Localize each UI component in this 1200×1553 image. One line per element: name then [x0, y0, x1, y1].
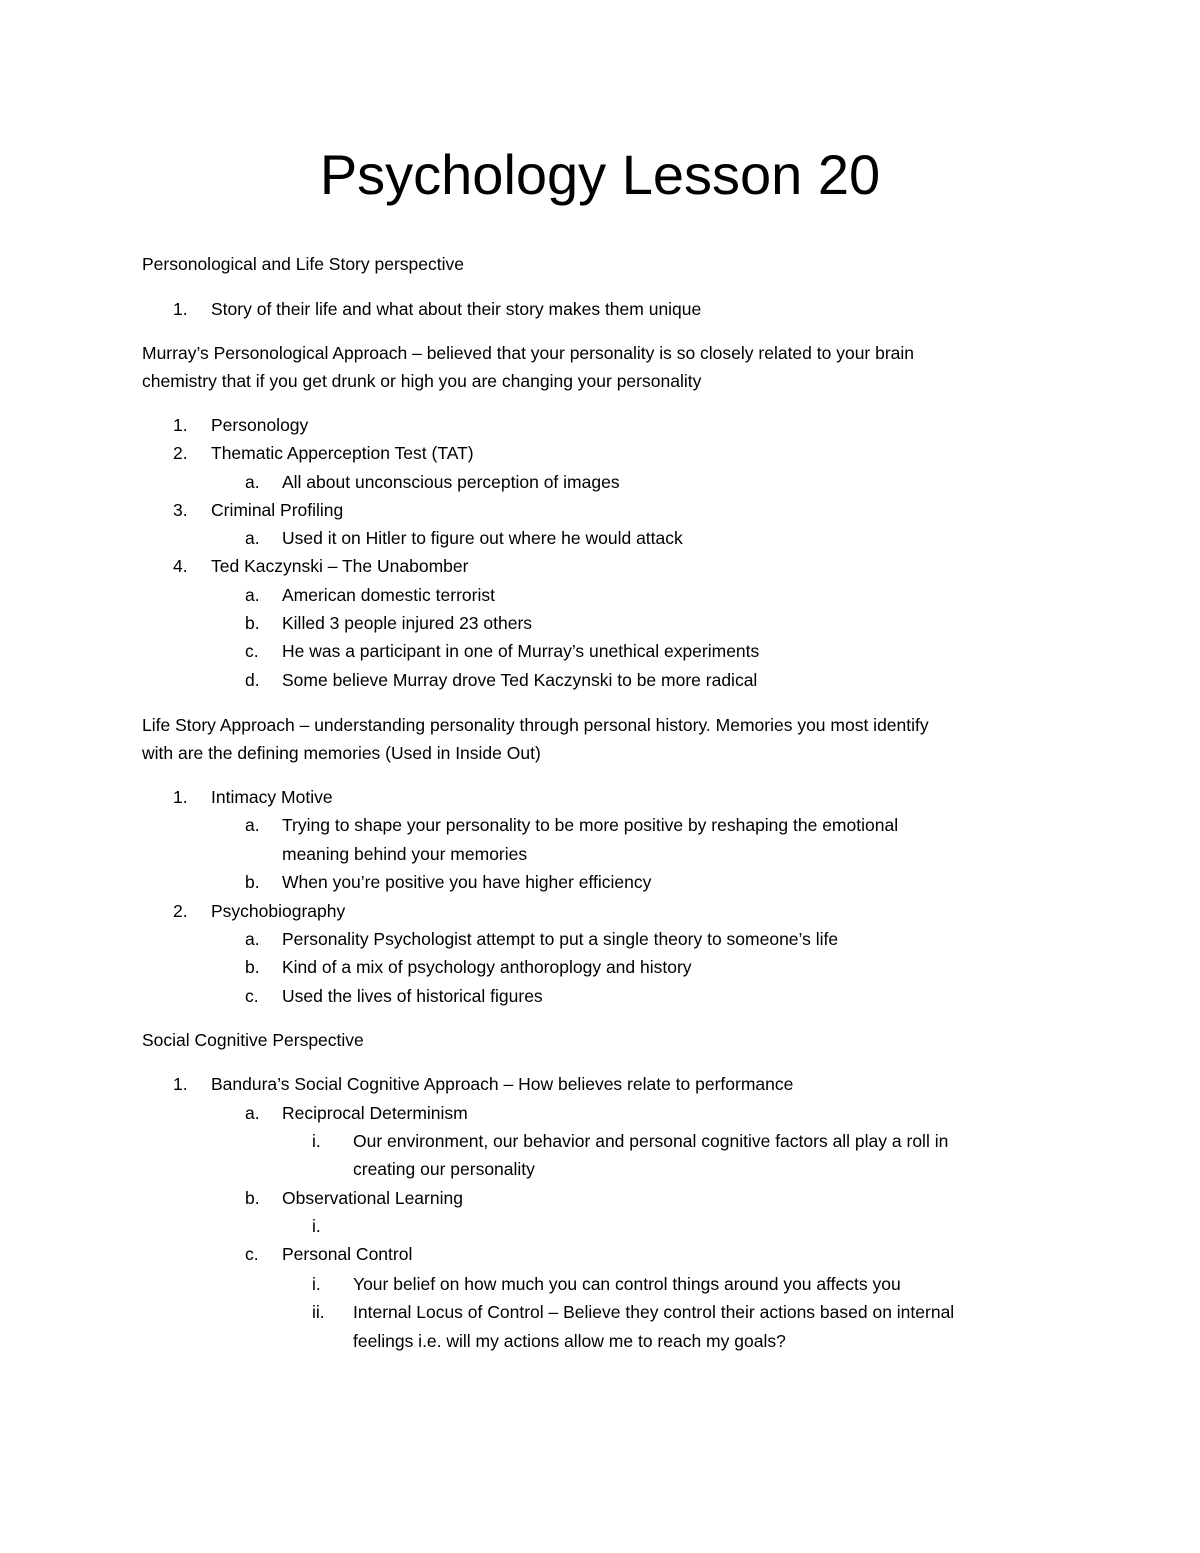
list-marker: c.: [245, 1244, 259, 1264]
life-story-paragraph-line: with are the defining memories (Used in Inside Out): [142, 743, 541, 763]
list-text: Used the lives of historical figures: [282, 986, 543, 1006]
list-marker: b.: [245, 1188, 260, 1208]
murray-paragraph-line: Murray’s Personological Approach – believed that your personality is so closely related to your brain: [142, 343, 915, 363]
list-text: Personology: [211, 415, 309, 435]
list-marker: b.: [245, 872, 260, 892]
list-text: All about unconscious perception of images: [282, 472, 620, 492]
list-marker: a.: [245, 815, 260, 835]
list-text: meaning behind your memories: [282, 844, 528, 864]
list-text: Internal Locus of Control – Believe they control their actions based on internal: [353, 1302, 955, 1322]
list-text: Reciprocal Determinism: [282, 1103, 468, 1123]
list-marker: 1.: [173, 415, 188, 435]
list-marker: a.: [245, 1103, 260, 1123]
list-marker: a.: [245, 585, 260, 605]
section-heading-social-cognitive: Social Cognitive Perspective: [142, 1030, 364, 1050]
list-text: Intimacy Motive: [211, 787, 333, 807]
list-text: American domestic terrorist: [282, 585, 495, 605]
list-text: When you’re positive you have higher efficiency: [282, 872, 652, 892]
section-heading-personological: Personological and Life Story perspective: [142, 254, 464, 274]
list-text: Kind of a mix of psychology anthoroplogy and history: [282, 957, 692, 977]
list-text: He was a participant in one of Murray’s unethical experiments: [282, 641, 760, 661]
list-text: Criminal Profiling: [211, 500, 344, 520]
list-text: Story of their life and what about their story makes them unique: [211, 299, 702, 319]
list-text: Observational Learning: [282, 1188, 463, 1208]
list-marker: 3.: [173, 500, 188, 520]
list-marker: 1.: [173, 1074, 188, 1094]
list-text: Psychobiography: [211, 901, 346, 921]
list-marker: a.: [245, 528, 260, 548]
list-text: Personality Psychologist attempt to put a single theory to someone’s life: [282, 929, 839, 949]
list-text: Ted Kaczynski – The Unabomber: [211, 556, 469, 576]
list-marker: 4.: [173, 556, 188, 576]
list-marker: a.: [245, 929, 260, 949]
life-story-paragraph-line: Life Story Approach – understanding personality through personal history. Memories you most identify: [142, 715, 929, 735]
list-marker: b.: [245, 613, 260, 633]
list-text: feelings i.e. will my actions allow me to reach my goals?: [353, 1331, 786, 1351]
list-marker: d.: [245, 670, 260, 690]
list-marker: i.: [312, 1131, 321, 1151]
list-marker: c.: [245, 641, 259, 661]
list-marker: b.: [245, 957, 260, 977]
murray-paragraph-line: chemistry that if you get drunk or high you are changing your personality: [142, 371, 702, 391]
list-text: Your belief on how much you can control things around you affects you: [353, 1274, 901, 1294]
list-text: Our environment, our behavior and personal cognitive factors all play a roll in: [353, 1131, 949, 1151]
list-marker: i.: [312, 1274, 321, 1294]
list-text: Personal Control: [282, 1244, 413, 1264]
list-text: Thematic Apperception Test (TAT): [211, 443, 474, 463]
list-text: Used it on Hitler to figure out where he would attack: [282, 528, 683, 548]
list-marker: i.: [312, 1216, 321, 1236]
list-text: Some believe Murray drove Ted Kaczynski to be more radical: [282, 670, 758, 690]
list-marker: 2.: [173, 443, 188, 463]
list-text: Bandura’s Social Cognitive Approach – How believes relate to performance: [211, 1074, 794, 1094]
list-marker: c.: [245, 986, 259, 1006]
list-text: creating our personality: [353, 1159, 535, 1179]
list-marker: a.: [245, 472, 260, 492]
list-marker: 1.: [173, 787, 188, 807]
list-marker: ii.: [312, 1302, 325, 1322]
list-marker: 2.: [173, 901, 188, 921]
page-title: Psychology Lesson 20: [319, 143, 881, 206]
list-marker: 1.: [173, 299, 188, 319]
list-text: Trying to shape your personality to be more positive by reshaping the emotional: [282, 815, 899, 835]
list-text: Killed 3 people injured 23 others: [282, 613, 533, 633]
